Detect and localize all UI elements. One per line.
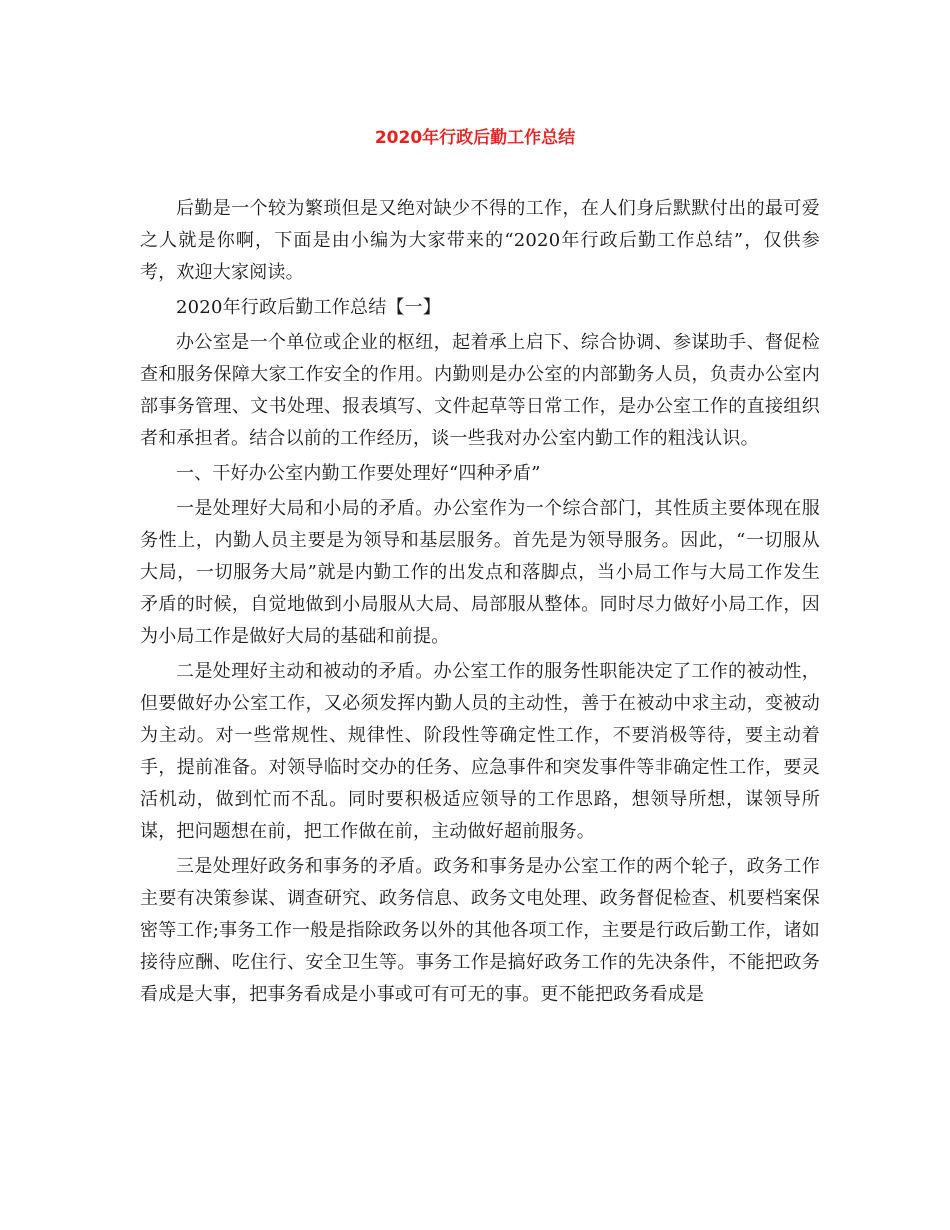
body-paragraph: 一是处理好大局和小局的矛盾。办公室作为一个综合部门，其性质主要体现在服务性上，内勤人员主要是为领导和基层服务。首先是为领导服务。因此，“一切服从大局，一切服务大局”就是内勤工作的出发点和落脚点，当小局工作与大局工作发生矛盾的时候，自觉地做到小局服从大局、局部服从整体。同时尽力做好小局工作，因为小局工作是做好大局的基础和前提。 [140, 498, 820, 647]
document-body [140, 193, 820, 1014]
section-heading-one: 2020年行政后勤工作总结【一】 [176, 297, 442, 318]
document-title: 2020年行政后勤工作总结 [374, 128, 576, 148]
body-paragraph: 二是处理好主动和被动的矛盾。办公室工作的服务性职能决定了工作的被动性，但要做好办公室工作，又必须发挥内勤人员的主动性，善于在被动中求主动，变被动为主动。对一些常规性、规律性、阶段性等确定性工作，不要消极等待，要主动着手，提前准备。对领导临时交办的任务、应急事件和突发事件等非确定性工作，要灵活机动，做到忙而不乱。同时要积极适应领导的工作思路，想领导所想，谋领导所谋，把问题想在前，把工作做在前，主动做好超前服务。 [140, 661, 820, 842]
body-paragraph: 办公室是一个单位或企业的枢纽，起着承上启下、综合协调、参谋助手、督促检查和服务保障大家工作安全的作用。内勤则是办公室的内部勤务人员，负责办公室内部事务管理、文书处理、报表填写、文件起草等日常工作，是办公室工作的直接组织者和承担者。结合以前的工作经历，谈一些我对办公室内勤工作的粗浅认识。 [140, 332, 820, 449]
subsection-heading: 一、干好办公室内勤工作要处理好“四种矛盾” [176, 463, 541, 484]
intro-paragraph: 后勤是一个较为繁琐但是又绝对缺少不得的工作，在人们身后默默付出的最可爱之人就是你啊，下面是由小编为大家带来的“2020年行政后勤工作总结”，仅供参考，欢迎大家阅读。 [140, 198, 820, 283]
body-paragraph: 三是处理好政务和事务的矛盾。政务和事务是办公室工作的两个轮子，政务工作主要有决策参谋、调查研究、政务信息、政务文电处理、政务督促检查、机要档案保密等工作;事务工作一般是指除政务以外的其他各项工作，主要是行政后勤工作，诸如接待应酬、吃住行、安全卫生等。事务工作是搞好政务工作的先决条件，不能把政务看成是大事，把事务看成是小事或可有可无的事。更不能把政务看成是 [140, 856, 820, 1005]
